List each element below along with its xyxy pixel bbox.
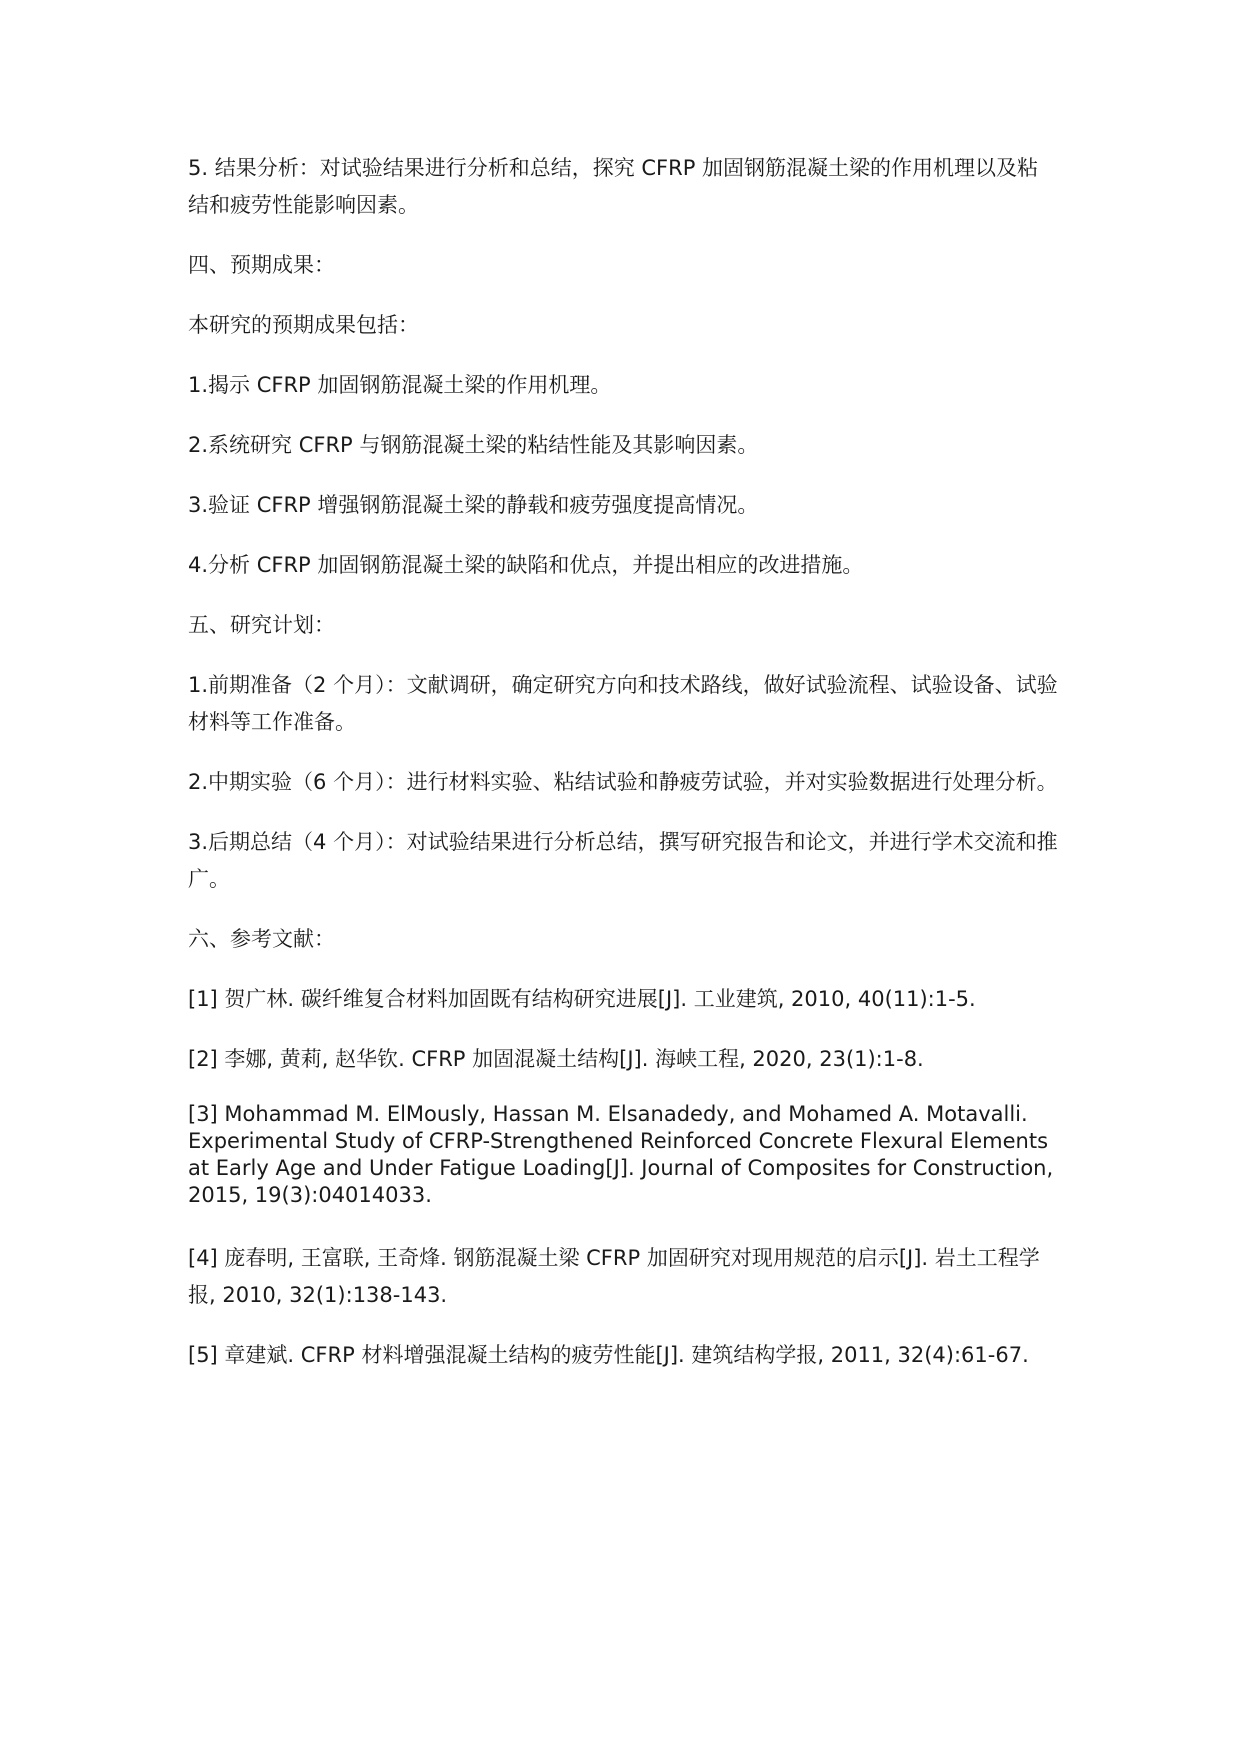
research-plan-item: 3.后期总结（4 个月）：对试验结果进行分析总结，撰写研究报告和论文，并进行学术交流和推广。 [188, 830, 1058, 891]
expected-result-item: 4.分析 CFRP 加固钢筋混凝土梁的缺陷和优点，并提出相应的改进措施。 [188, 553, 864, 577]
research-plan-item: 2.中期实验（6 个月）：进行材料实验、粘结试验和静疲劳试验，并对实验数据进行处理分析。 [188, 770, 1058, 794]
reference-entry: [5] 章建斌. CFRP 材料增强混凝土结构的疲劳性能[J]. 建筑结构学报, 2011, 32(4):61-67. [188, 1343, 1029, 1367]
result-analysis-item: 5. 结果分析：对试验结果进行分析和总结，探究 CFRP 加固钢筋混凝土梁的作用机理以及粘结和疲劳性能影响因素。 [188, 156, 1039, 217]
reference-entry: [2] 李娜, 黄莉, 赵华钦. CFRP 加固混凝土结构[J]. 海峡工程, 2020, 23(1):1-8. [188, 1047, 924, 1071]
expected-results-lead: 本研究的预期成果包括： [188, 313, 419, 337]
section-heading-expected-results: 四、预期成果： [188, 253, 335, 277]
reference-entry: [1] 贺广林. 碳纤维复合材料加固既有结构研究进展[J]. 工业建筑, 2010, 40(11):1-5. [188, 987, 976, 1011]
expected-result-item: 3.验证 CFRP 增强钢筋混凝土梁的静载和疲劳强度提高情况。 [188, 493, 759, 517]
research-plan-item: 1.前期准备（2 个月）：文献调研，确定研究方向和技术路线，做好试验流程、试验设备、试验材料等工作准备。 [188, 673, 1058, 734]
expected-result-item: 2.系统研究 CFRP 与钢筋混凝土梁的粘结性能及其影响因素。 [188, 433, 759, 457]
expected-result-item: 1.揭示 CFRP 加固钢筋混凝土梁的作用机理。 [188, 373, 612, 397]
section-heading-research-plan: 五、研究计划： [188, 613, 335, 637]
reference-entry: [4] 庞春明, 王富联, 王奇烽. 钢筋混凝土梁 CFRP 加固研究对现用规范的启示[J]. 岩土工程学报, 2010, 32(1):138-143. [188, 1246, 1040, 1307]
section-heading-references: 六、参考文献： [188, 927, 335, 951]
document-body [188, 150, 1058, 1397]
reference-entry: [3] Mohammad M. ElMously, Hassan M. Elsanadedy, and Mohamed A. Motavalli. Experimental Study of CFRP-Strengthened Reinforced Concrete Flexural Elements at Early Age and Under Fatigue Loading[J]. Journal of Composites for Construction, 2015, 19(3):04014033. [188, 1102, 1054, 1207]
